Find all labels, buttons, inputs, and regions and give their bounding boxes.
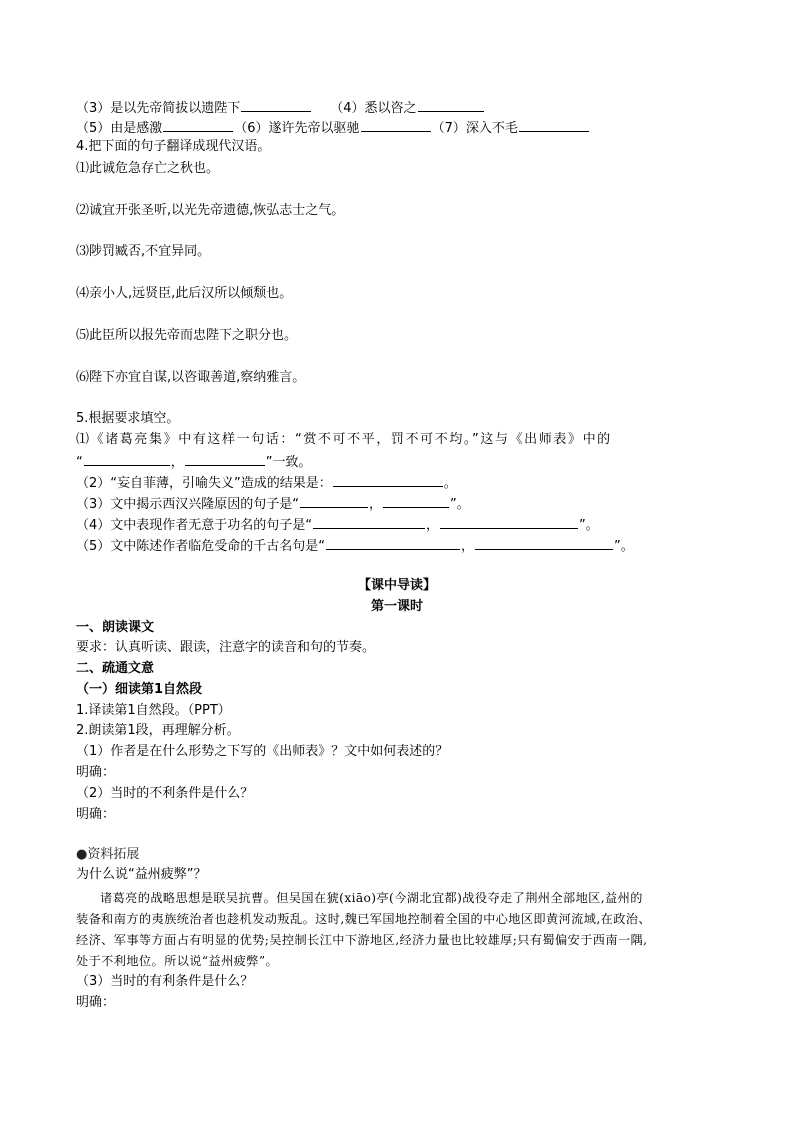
q5-item-2: （2）“妄自菲薄，引喻失义”造成的结果是： 。: [76, 473, 457, 493]
q5-item-1-line-2: “ ， ”一致。: [76, 452, 312, 472]
q5-item-5: （5）文中陈述作者临危受命的千古名句是“ ， ”。: [76, 536, 634, 556]
q3-line-1: [76, 98, 485, 118]
q5-item-4: （4）文中表现作者无意于功名的句子是“ ， ”。: [76, 515, 599, 535]
answer-blank[interactable]: [313, 515, 425, 529]
extension-title: ●资料拓展: [76, 847, 140, 862]
answer-blank[interactable]: [241, 98, 311, 112]
answer-blank[interactable]: [361, 118, 431, 132]
answer-blank[interactable]: [475, 536, 613, 550]
answer-blank[interactable]: [440, 515, 578, 529]
q3-item-6: （6）遂许先帝以驱驰: [234, 121, 360, 136]
q3-item-5: （5）由是感激: [76, 121, 163, 136]
answer-blank[interactable]: [383, 494, 449, 508]
sub-section-title: （一）细读第1自然段: [76, 682, 203, 697]
q3-line-2: [76, 118, 590, 138]
q3-item-3: （3）是以先帝简拔以遗陛下: [76, 101, 241, 116]
answer-blank[interactable]: [163, 118, 233, 132]
q4-title: 4.把下面的句子翻译成现代汉语。: [76, 139, 271, 154]
answer-blank[interactable]: [418, 98, 484, 112]
part-1-title: 一、朗读课文: [76, 620, 155, 635]
question-3: （3）当时的有利条件是什么？: [76, 974, 254, 989]
extension-paragraph-line-4: 处于不利地位。所以说“益州疲弊”。: [76, 954, 279, 968]
extension-paragraph-line-3: 经济、军事等方面占有明显的优势;吴控制长江中下游地区,经济力量也比较雄厚;只有蜀偏安于西南一隅,: [76, 933, 648, 947]
q5-title: 5.根据要求填空。: [76, 411, 180, 426]
section-heading: 【课中导读】: [357, 578, 436, 593]
section-subheading: 第一课时: [370, 599, 423, 614]
part-1-requirement: 要求：认真听读、跟读，注意字的读音和句的节奏。: [76, 640, 376, 655]
question-1: （1）作者是在什么形势之下写的《出师表》？文中如何表述的？: [76, 744, 449, 759]
answer-label-2: 明确：: [76, 807, 116, 822]
extension-question: 为什么说“益州疲弊”？: [76, 867, 207, 882]
answer-blank[interactable]: [519, 118, 589, 132]
extension-paragraph-line-2: 装备和南方的夷族统治者也趁机发动叛乱。这时,魏已军国地控制着全国的中心地区即黄河流域,在政治、: [76, 912, 651, 926]
q3-item-7: （7）深入不毛: [431, 121, 518, 136]
question-2: （2）当时的不利条件是什么？: [76, 786, 254, 801]
answer-blank[interactable]: [326, 536, 460, 550]
q4-sentence-5: ⑸此臣所以报先帝而忠陛下之职分也。: [76, 328, 298, 343]
answer-blank[interactable]: [333, 473, 443, 487]
answer-blank[interactable]: [84, 452, 170, 466]
q4-sentence-6: ⑹陛下亦宜自谋,以咨诹善道,察纳雅言。: [76, 370, 306, 385]
part-2-title: 二、疏通文意: [76, 661, 155, 676]
q5-item-3: （3）文中揭示西汉兴隆原因的句子是“ ， ”。: [76, 494, 470, 514]
step-1: 1.译读第1自然段。（PPT）: [76, 703, 231, 718]
q4-sentence-4: ⑷亲小人,远贤臣,此后汉所以倾颓也。: [76, 286, 293, 301]
q5-item-1-line-1: ⑴《诸葛亮集》中有这样一句话：“赏不可不平，罚不可不均。”这与《出师表》中的: [76, 432, 612, 447]
answer-label-3: 明确：: [76, 995, 116, 1010]
answer-label-1: 明确：: [76, 765, 116, 780]
q4-sentence-1: ⑴此诚危急存亡之秋也。: [76, 161, 220, 176]
answer-blank[interactable]: [300, 494, 368, 508]
q4-sentence-2: ⑵诚宜开张圣听,以光先帝遗德,恢弘志士之气。: [76, 203, 345, 218]
answer-blank[interactable]: [185, 452, 265, 466]
step-2: 2.朗读第1段，再理解分析。: [76, 723, 240, 738]
extension-paragraph-line-1: 诸葛亮的战略思想是联吴抗曹。但吴国在猇(xiāo)亭(今湖北宜都)战役夺走了荆州全部地区,益州的: [100, 891, 643, 905]
q4-sentence-3: ⑶陟罚臧否,不宜异同。: [76, 244, 211, 259]
q3-item-4: （4）悉以咨之: [330, 101, 417, 116]
